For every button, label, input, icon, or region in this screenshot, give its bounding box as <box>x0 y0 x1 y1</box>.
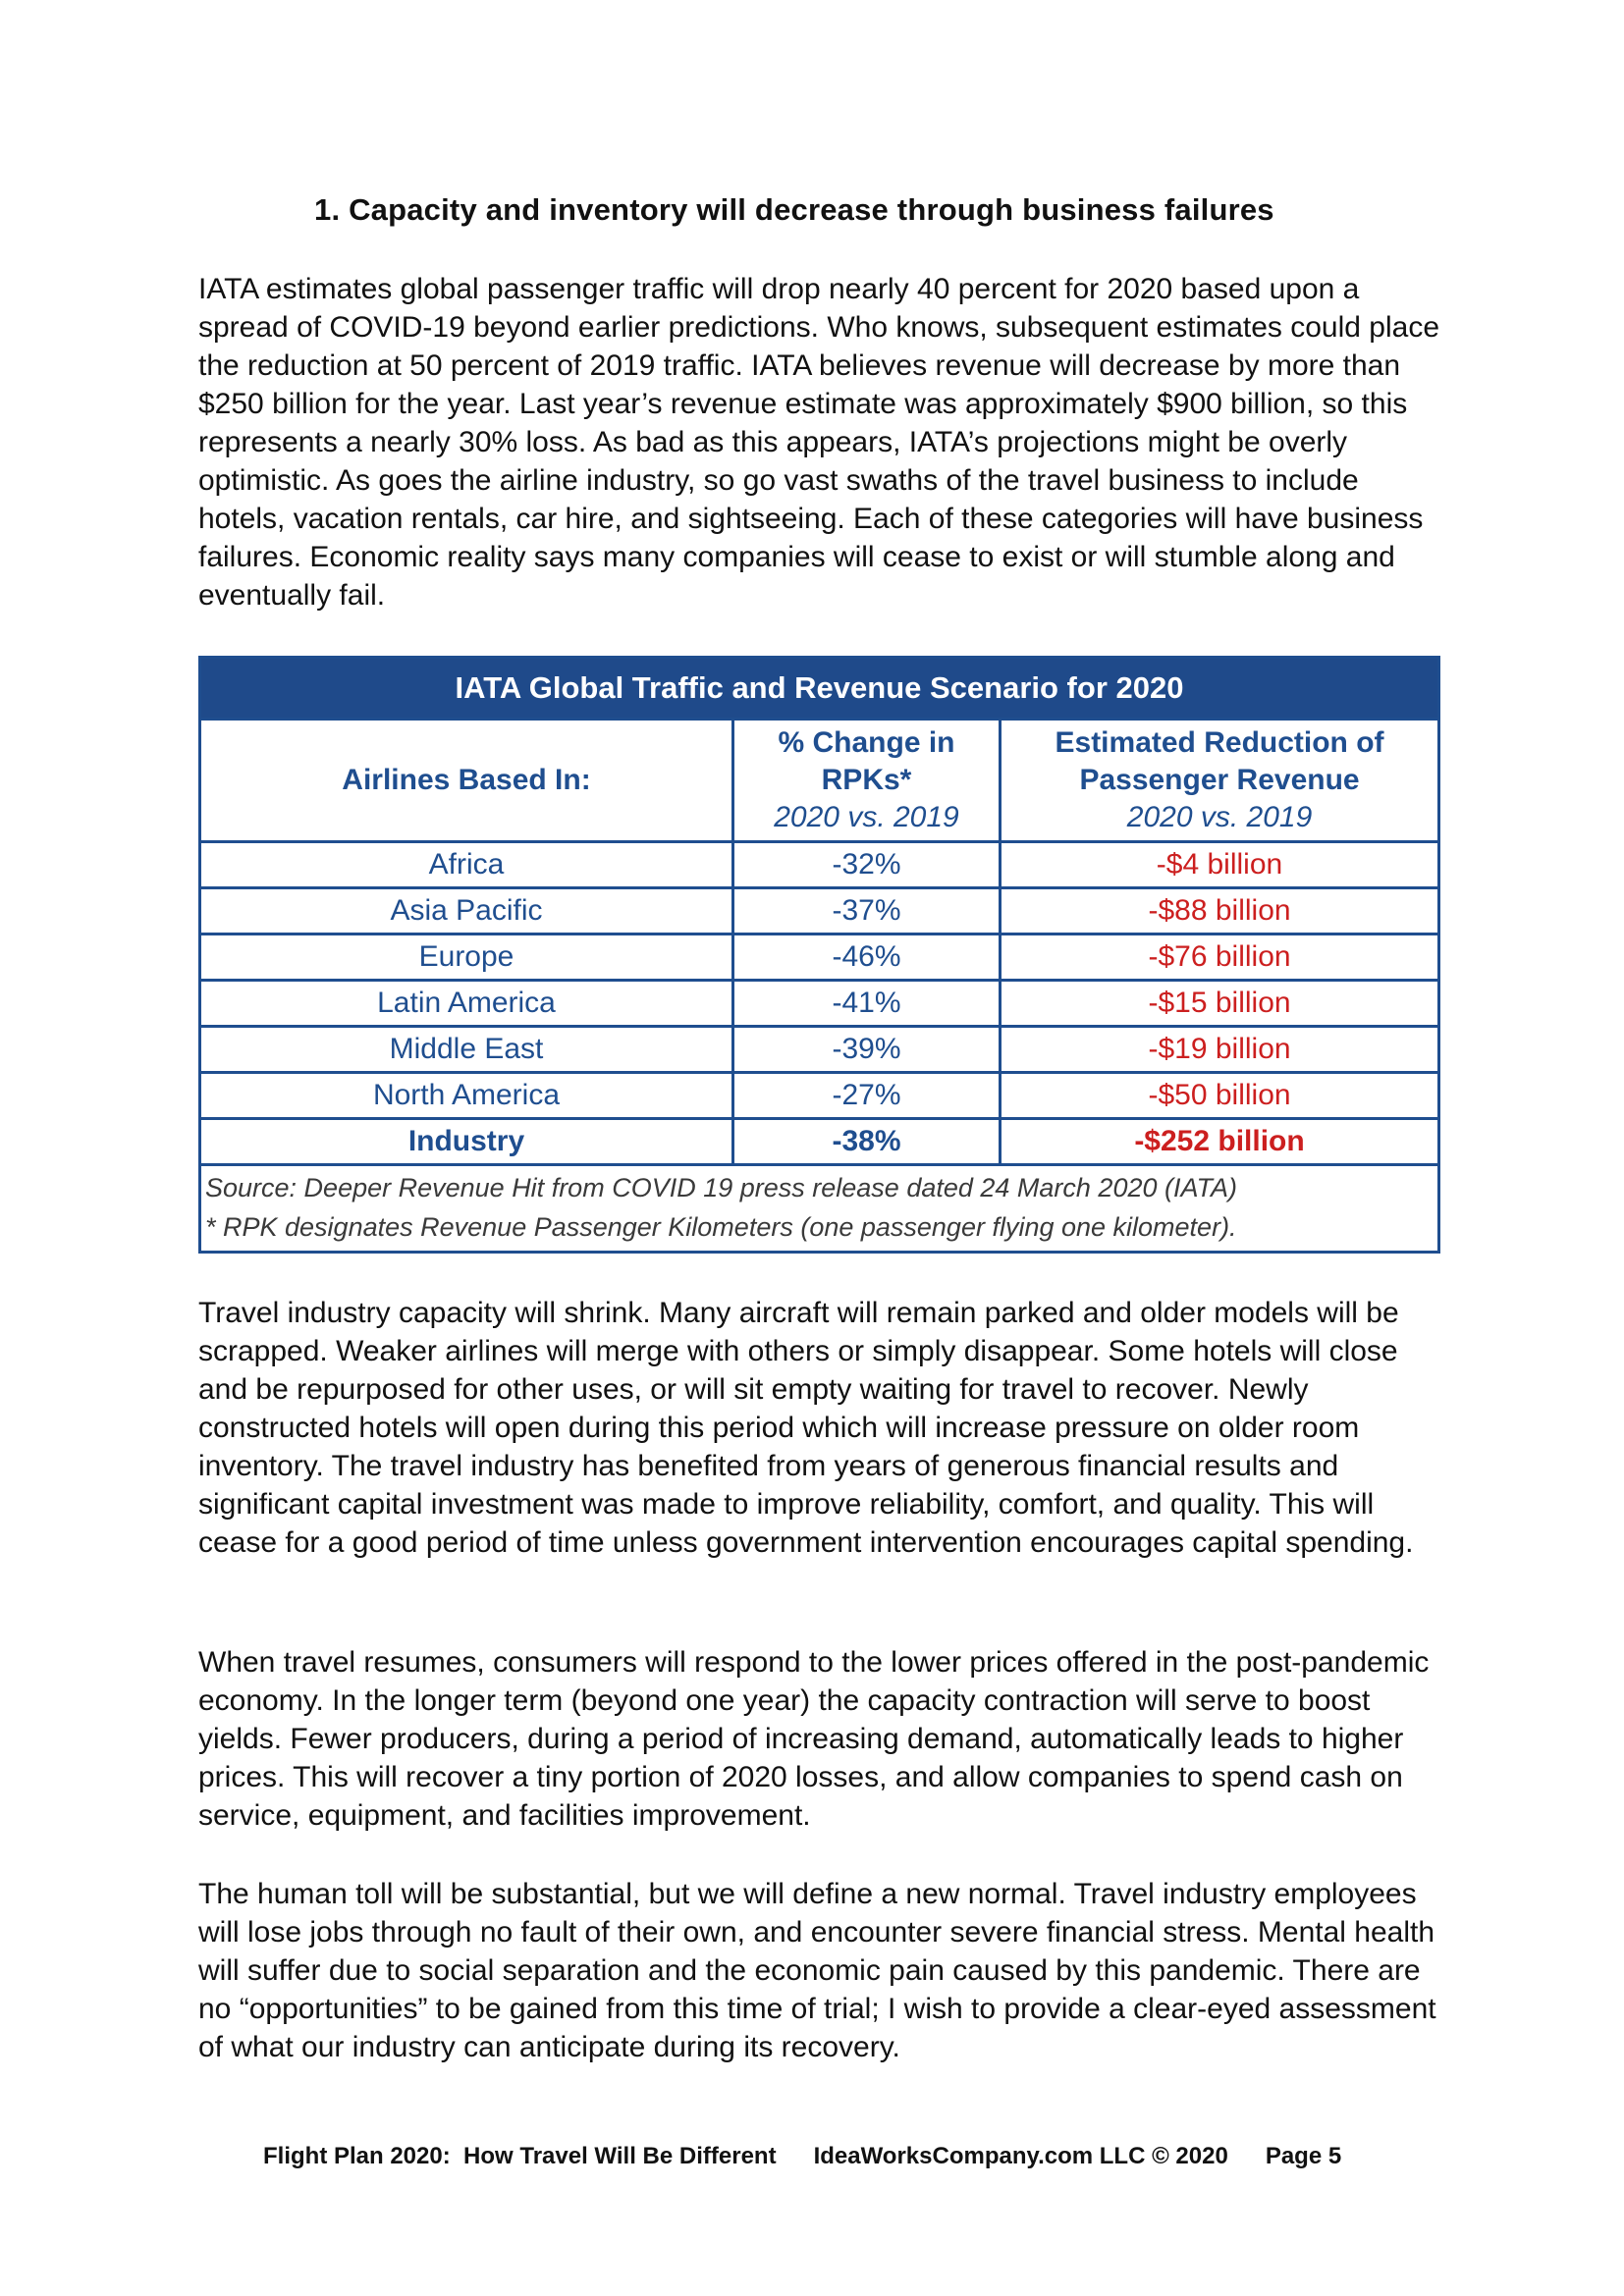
source-line: Source: Deeper Revenue Hit from COVID 19 press release dated 24 March 2020 (IATA) <box>205 1173 1237 1202</box>
revenue-cell: -$252 billion <box>1001 1119 1439 1165</box>
column-header-revenue: Estimated Reduction of Passenger Revenue 2020 vs. 2019 <box>1001 720 1439 842</box>
rpk-cell: -46% <box>733 934 1001 981</box>
footer-page-number: Page 5 <box>1265 2143 1342 2169</box>
paragraph-intro: IATA estimates global passenger traffic will drop nearly 40 percent for 2020 based upon a spread of COVID-19 beyond earlier predictions. Who knows, subsequent estimates could place the reduction at 50 percent of 2019 traffic. IATA believes revenue will decrease by more than $250 billion for the year. Last year’s revenue estimate was approximately $900 billion, so this represents a nearly 30% loss. As bad as this appears, IATA’s projections might be overly optimistic. As goes the airline industry, so go vast swaths of the travel business to include hotels, vacation rentals, car hire, and sightseeing. Each of these categories will have business failures. Economic reality says many companies will cease to exist or will stumble along and eventually fail. <box>198 273 1439 612</box>
paragraph-human-toll: The human toll will be substantial, but we will define a new normal. Travel industry employees will lose jobs through no fault of their own, and encounter severe financial stress. Mental health will suffer due to social separation and the economic pain caused by this pandemic. There are no “opportunities” to be gained from this time of trial; I wish to provide a clear-eyed assessment of what our industry can anticipate during its recovery. <box>198 1878 1436 2063</box>
region-cell: Europe <box>200 934 733 981</box>
rpk-cell: -27% <box>733 1073 1001 1119</box>
table-row-industry-total <box>200 1119 1439 1165</box>
table-row <box>200 842 1439 888</box>
table-row <box>200 981 1439 1027</box>
revenue-cell: -$88 billion <box>1001 888 1439 934</box>
rpk-cell: -38% <box>733 1119 1001 1165</box>
table-source-note <box>200 1165 1439 1253</box>
section-heading: 1. Capacity and inventory will decrease through business failures <box>314 192 1274 227</box>
table-row <box>200 1073 1439 1119</box>
table-title: IATA Global Traffic and Revenue Scenario for 2020 <box>200 658 1439 720</box>
revenue-cell: -$15 billion <box>1001 981 1439 1027</box>
revenue-cell: -$76 billion <box>1001 934 1439 981</box>
table-row <box>200 888 1439 934</box>
page-footer <box>263 2143 1379 2170</box>
revenue-cell: -$50 billion <box>1001 1073 1439 1119</box>
revenue-cell: -$19 billion <box>1001 1027 1439 1073</box>
region-cell: Middle East <box>200 1027 733 1073</box>
footer-title: Flight Plan 2020: How Travel Will Be Different <box>263 2143 777 2169</box>
table-row <box>200 1027 1439 1073</box>
rpk-cell: -37% <box>733 888 1001 934</box>
footer-company: IdeaWorksCompany.com LLC © 2020 <box>813 2143 1228 2169</box>
region-cell: Africa <box>200 842 733 888</box>
column-header-region: Airlines Based In: <box>200 720 733 842</box>
table-row <box>200 934 1439 981</box>
region-cell: Asia Pacific <box>200 888 733 934</box>
region-cell: Latin America <box>200 981 733 1027</box>
column-header-rpk: % Change in RPKs* 2020 vs. 2019 <box>733 720 1001 842</box>
revenue-cell: -$4 billion <box>1001 842 1439 888</box>
region-cell: North America <box>200 1073 733 1119</box>
rpk-cell: -39% <box>733 1027 1001 1073</box>
region-cell: Industry <box>200 1119 733 1165</box>
footnote-line: * RPK designates Revenue Passenger Kilometers (one passenger flying one kilometer). <box>205 1212 1237 1242</box>
paragraph-capacity: Travel industry capacity will shrink. Many aircraft will remain parked and older models will be scrapped. Weaker airlines will merge with others or simply disappear. Some hotels will close and be repurposed for other uses, or will sit empty waiting for travel to recover. Newly constructed hotels will open during this period which will increase pressure on older room inventory. The travel industry has benefited from years of generous financial results and significant capital investment was made to improve reliability, comfort, and quality. This will cease for a good period of time unless government intervention encourages capital spending. <box>198 1297 1414 1559</box>
rpk-cell: -41% <box>733 981 1001 1027</box>
rpk-cell: -32% <box>733 842 1001 888</box>
paragraph-recovery: When travel resumes, consumers will respond to the lower prices offered in the post-pandemic economy. In the longer term (beyond one year) the capacity contraction will serve to boost yields. Fewer producers, during a period of increasing demand, automatically leads to higher prices. This will recover a tiny portion of 2020 losses, and allow companies to spend cash on service, equipment, and facilities improvement. <box>198 1646 1430 1832</box>
iata-scenario-table <box>198 656 1440 1254</box>
